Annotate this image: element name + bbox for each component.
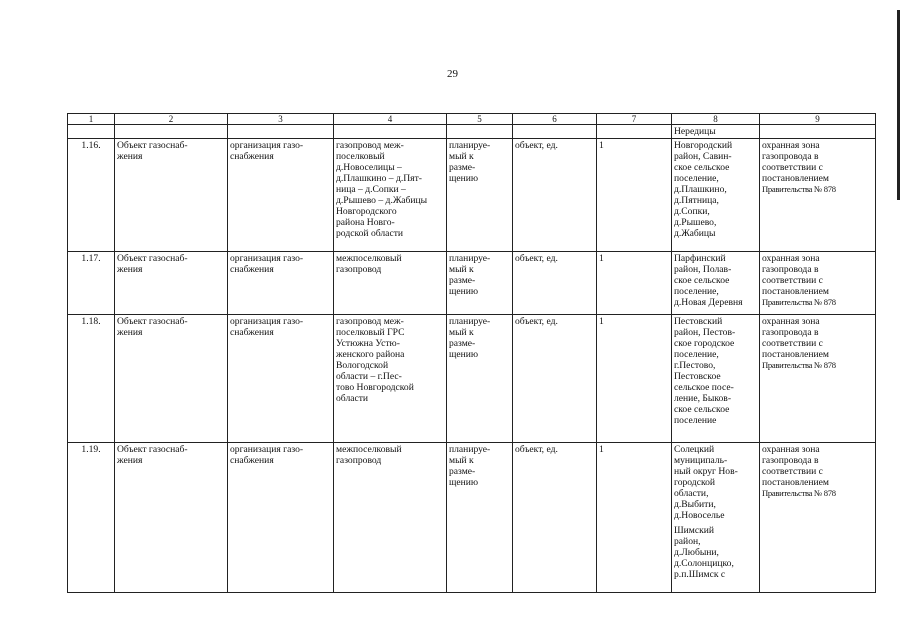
purpose-text: организация газо- снабжения xyxy=(230,316,304,338)
count-text: 1 xyxy=(599,253,604,264)
header-cell: 6 xyxy=(513,114,597,125)
location-text: Новгородский район, Савин- ское сельское поселение, д.Плашкино, д.Пятница, д.Сопки, д.Рышево, д.Жабицы xyxy=(674,140,733,239)
name-text: газопровод меж- поселковый ГРС Устюжна Устю- женского района Вологодской области – г.Пес- тово Новгородской области xyxy=(336,316,414,404)
zone-reference-text: Правительства № 878 xyxy=(762,488,836,498)
table-row xyxy=(68,443,876,593)
purpose-cell xyxy=(228,139,334,252)
unit-cell xyxy=(513,315,597,443)
table-row xyxy=(68,139,876,252)
purpose-text: организация газо- снабжения xyxy=(230,253,304,275)
header-row xyxy=(68,114,876,125)
zone-text: охранная зона газопровода в соответствии с постановлением xyxy=(762,253,829,297)
status-text: планируе- мый к разме- щению xyxy=(449,444,491,488)
header-cell: 8 xyxy=(672,114,760,125)
status-text: планируе- мый к разме- щению xyxy=(449,140,491,184)
status-cell xyxy=(447,252,513,315)
unit-text: объект, ед. xyxy=(515,140,558,151)
location-cell xyxy=(672,139,760,252)
object-cell xyxy=(115,252,228,315)
zone-reference-text: Правительства № 878 xyxy=(762,360,836,370)
name-text: газопровод меж- поселковый д.Новоселицы – д.Плашкино – д.Пят- ница – д.Сопки – д.Рышево – д.Жабицы Новгородского района Новго- родской области xyxy=(336,140,428,239)
name-cell xyxy=(334,443,447,593)
purpose-text: организация газо- снабжения xyxy=(230,444,304,466)
zone-cell xyxy=(760,315,876,443)
continuation-row xyxy=(68,125,876,139)
row-number-text: 1.18. xyxy=(81,316,101,327)
count-cell xyxy=(597,443,672,593)
name-text: межпоселковый газопровод xyxy=(336,444,402,466)
row-number-cell xyxy=(68,252,115,315)
zone-reference-text: Правительства № 878 xyxy=(762,184,836,194)
object-cell xyxy=(115,443,228,593)
row-number-cell xyxy=(68,443,115,593)
header-cell: 3 xyxy=(228,114,334,125)
zone-text: охранная зона газопровода в соответствии с постановлением xyxy=(762,316,829,360)
location-cell xyxy=(672,252,760,315)
zone-text: охранная зона газопровода в соответствии с постановлением xyxy=(762,444,829,488)
margin-rule xyxy=(897,10,900,200)
purpose-text: организация газо- снабжения xyxy=(230,140,304,162)
row-number-cell xyxy=(68,315,115,443)
name-cell xyxy=(334,139,447,252)
zone-reference-text: Правительства № 878 xyxy=(762,297,836,307)
name-cell xyxy=(334,315,447,443)
status-text: планируе- мый к разме- щению xyxy=(449,253,491,297)
zone-text: охранная зона газопровода в соответствии с постановлением xyxy=(762,140,829,184)
status-cell xyxy=(447,443,513,593)
location-cell: Нередицы xyxy=(672,125,760,139)
planning-table xyxy=(67,113,876,593)
object-text: Объект газоснаб- жения xyxy=(117,253,188,275)
location-cell xyxy=(672,315,760,443)
object-text: Объект газоснаб- жения xyxy=(117,444,188,466)
object-cell xyxy=(115,139,228,252)
count-text: 1 xyxy=(599,140,604,151)
unit-text: объект, ед. xyxy=(515,444,558,455)
purpose-cell xyxy=(228,315,334,443)
unit-text: объект, ед. xyxy=(515,253,558,264)
count-text: 1 xyxy=(599,444,604,455)
count-text: 1 xyxy=(599,316,604,327)
row-number-text: 1.16. xyxy=(81,140,101,151)
header-cell: 9 xyxy=(760,114,876,125)
location-text: Солецкий муниципаль- ный округ Нов- городской области, д.Выбити, д.Новоселье xyxy=(674,444,738,521)
header-cell: 1 xyxy=(68,114,115,125)
unit-cell xyxy=(513,252,597,315)
location-text: Пестовский район, Пестов- ское городское поселение, г.Пестово, Пестовское сельское посе- ление, Быков- ское сельское поселение xyxy=(674,316,736,426)
purpose-cell xyxy=(228,443,334,593)
header-cell: 5 xyxy=(447,114,513,125)
zone-cell xyxy=(760,443,876,593)
purpose-cell xyxy=(228,252,334,315)
count-cell xyxy=(597,315,672,443)
object-text: Объект газоснаб- жения xyxy=(117,140,188,162)
unit-cell xyxy=(513,139,597,252)
table-row xyxy=(68,252,876,315)
page-number: 29 xyxy=(447,68,458,80)
header-cell: 2 xyxy=(115,114,228,125)
count-cell xyxy=(597,139,672,252)
object-cell xyxy=(115,315,228,443)
row-number-text: 1.17. xyxy=(81,253,101,264)
unit-cell xyxy=(513,443,597,593)
location-text: Парфинский район, Полав- ское сельское поселение, д.Новая Деревня xyxy=(674,253,743,308)
row-number-cell xyxy=(68,139,115,252)
name-cell xyxy=(334,252,447,315)
header-cell: 7 xyxy=(597,114,672,125)
header-cell: 4 xyxy=(334,114,447,125)
location-cell xyxy=(672,443,760,593)
count-cell xyxy=(597,252,672,315)
table-row xyxy=(68,315,876,443)
row-number-text: 1.19. xyxy=(81,444,101,455)
unit-text: объект, ед. xyxy=(515,316,558,327)
location-extra-text: Шимский район, д.Любыни, д.Солонцицко, р.п.Шимск с xyxy=(674,525,734,580)
status-cell xyxy=(447,139,513,252)
name-text: межпоселковый газопровод xyxy=(336,253,402,275)
status-cell xyxy=(447,315,513,443)
status-text: планируе- мый к разме- щению xyxy=(449,316,491,360)
zone-cell xyxy=(760,252,876,315)
zone-cell xyxy=(760,139,876,252)
object-text: Объект газоснаб- жения xyxy=(117,316,188,338)
